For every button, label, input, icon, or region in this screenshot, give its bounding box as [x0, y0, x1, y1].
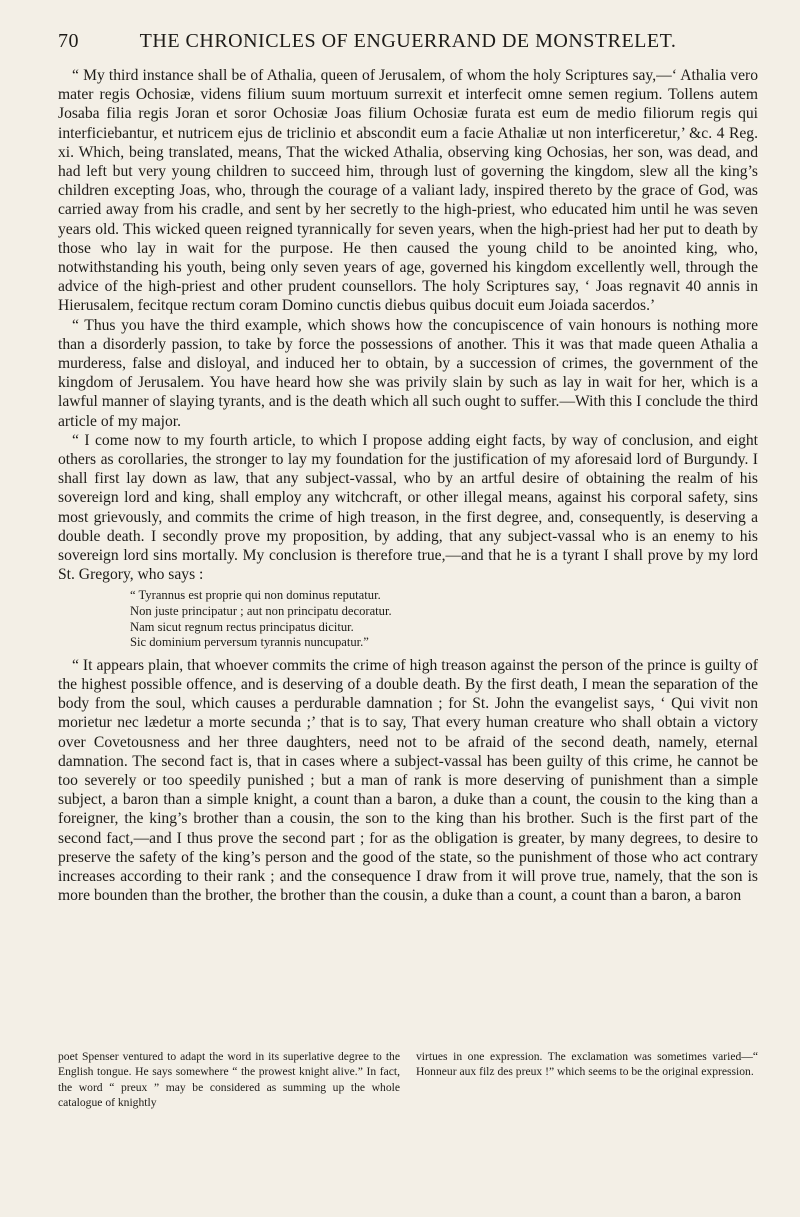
verse-line: Non juste principatur ; aut non principatu decoratur.	[130, 604, 392, 619]
latin-verse	[130, 588, 758, 650]
running-title: THE CHRONICLES OF ENGUERRAND DE MONSTRELET.	[139, 30, 677, 52]
paragraph-third-example: “ Thus you have the third example, which shows how the concupiscence of vain honours is nothing more than a disorderly passion, to take by force the possessions of another. This it was that made queen Athalia a murderess, false and disloyal, and induced her to obtain, by a succession of crimes, the government of the kingdom of Jerusalem. You have heard how she was privily slain by such as lay in wait for her, which is a lawful manner of slaying tyrants, and is the death which all such ought to suffer.—With this I conclude the third article of my major.	[58, 316, 758, 430]
main-text	[58, 66, 758, 906]
footnote-right-column: virtues in one expression. The exclamation was sometimes varied—“ Honneur aux filz des preux !” which seems to be the original expression.	[416, 1050, 758, 1079]
paragraph-fourth-article: “ I come now to my fourth article, to which I propose adding eight facts, by way of conclusion, and eight others as corollaries, the stronger to lay my foundation for the justification of my aforesaid lord of Burgundy. I shall first lay down as law, that any subject-vassal, who by an artful desire of obtaining the realm of his sovereign lord and king, shall employ any witchcraft, or other illegal means, against his corporal safety, sins most grievously, and commits the crime of high treason, in the first degree, and, consequently, is deserving a double death. I secondly prove my proposition, by adding, that any subject-vassal who is an enemy to his sovereign lord sins mortally. My conclusion is therefore true,—and that he is a tyrant I shall prove by my lord St. Gregory, who says :	[58, 431, 758, 584]
running-header	[58, 30, 758, 54]
page-number: 70	[58, 30, 79, 52]
paragraph-high-treason: “ It appears plain, that whoever commits the crime of high treason against the person of the prince is guilty of the highest possible offence, and is deserving of a double death. By the first death, I mean the separation of the body from the soul, which causes a perdurable damnation ; for St. John the evangelist says, ‘ Qui vivit non morietur nec lædetur a morte secunda ;’ that is to say, That every human creature who shall obtain a victory over Covetousness and her three daughters, need not to be afraid of the second death, namely, eternal damnation. The second fact is, that in cases where a subject-vassal has been guilty of this crime, he cannot be too severely or too speedily punished ; but a man of rank is more deserving of punishment than a simple subject, a baron than a simple knight, a count than a baron, a duke than a count, the cousin to the king than a foreigner, the king’s brother than a cousin, the son to the king than his brother. Such is the first part of the second fact,—and I thus prove the second part ; for as the obligation is greater, by many degrees, to desire to preserve the safety of the king’s person and the good of the state, so the punishment of those who act contrary increases according to their rank ; and the consequence I draw from it will prove true, namely, that the son is more bounden than the brother, the brother than the cousin, a duke than a count, a count than a baron, a baron	[58, 656, 758, 905]
paragraph-athalia: “ My third instance shall be of Athalia, queen of Jerusalem, of whom the holy Scriptures say,—‘ Athalia vero mater regis Ochosiæ, videns filium suum mortuum surrexit et interfecit omne semen regium. Tollens autem Josaba filia regis Joran et soror Ochosiæ Joas filium Ochosiæ furata est eum de medio filiorum regis qui interficiebantur, et nutricem ejus de triclinio et abscondit eum a facie Athaliæ ut non interficeretur,’ &c. 4 Reg. xi. Which, being translated, means, That the wicked Athalia, observing king Ochosias, her son, was dead, and had left but very young children to succeed him, through lust of governing the kingdom, slew all the king’s children excepting Joas, who, through the courage of a valiant lady, inspired thereto by the grace of God, was carried away from his cradle, and sent by her secretly to the high-priest, who educated him until he was seven years old. This wicked queen reigned tyrannically for seven years, when the high-priest had her put to death by those who lay in wait for the purpose. He then caused the young child to be anointed king, who, notwithstanding his youth, being only seven years of age, governed his kingdom excellently well, through the advice of the high-priest and other prudent counsellors. The holy Scriptures say, ‘ Joas regnavit 40 annis in Hierusalem, fecitque rectum coram Domino cunctis diebus quibus docuit eum Joiada sacerdos.’	[58, 67, 758, 315]
verse-line: Sic dominium perversum tyrannis nuncupatur.”	[130, 635, 369, 650]
verse-line: “ Tyrannus est proprie qui non dominus reputatur.	[130, 588, 381, 603]
footnote-left-column: poet Spenser ventured to adapt the word in its superlative degree to the English tongue. He says somewhere “ the prowest knight alive.” In fact, the word “ preux ” may be considered as summing up the whole catalogue of knightly	[58, 1050, 400, 1110]
verse-line: Nam sicut regnum rectus principatus dicitur.	[130, 619, 354, 634]
footnotes	[58, 1049, 758, 1111]
